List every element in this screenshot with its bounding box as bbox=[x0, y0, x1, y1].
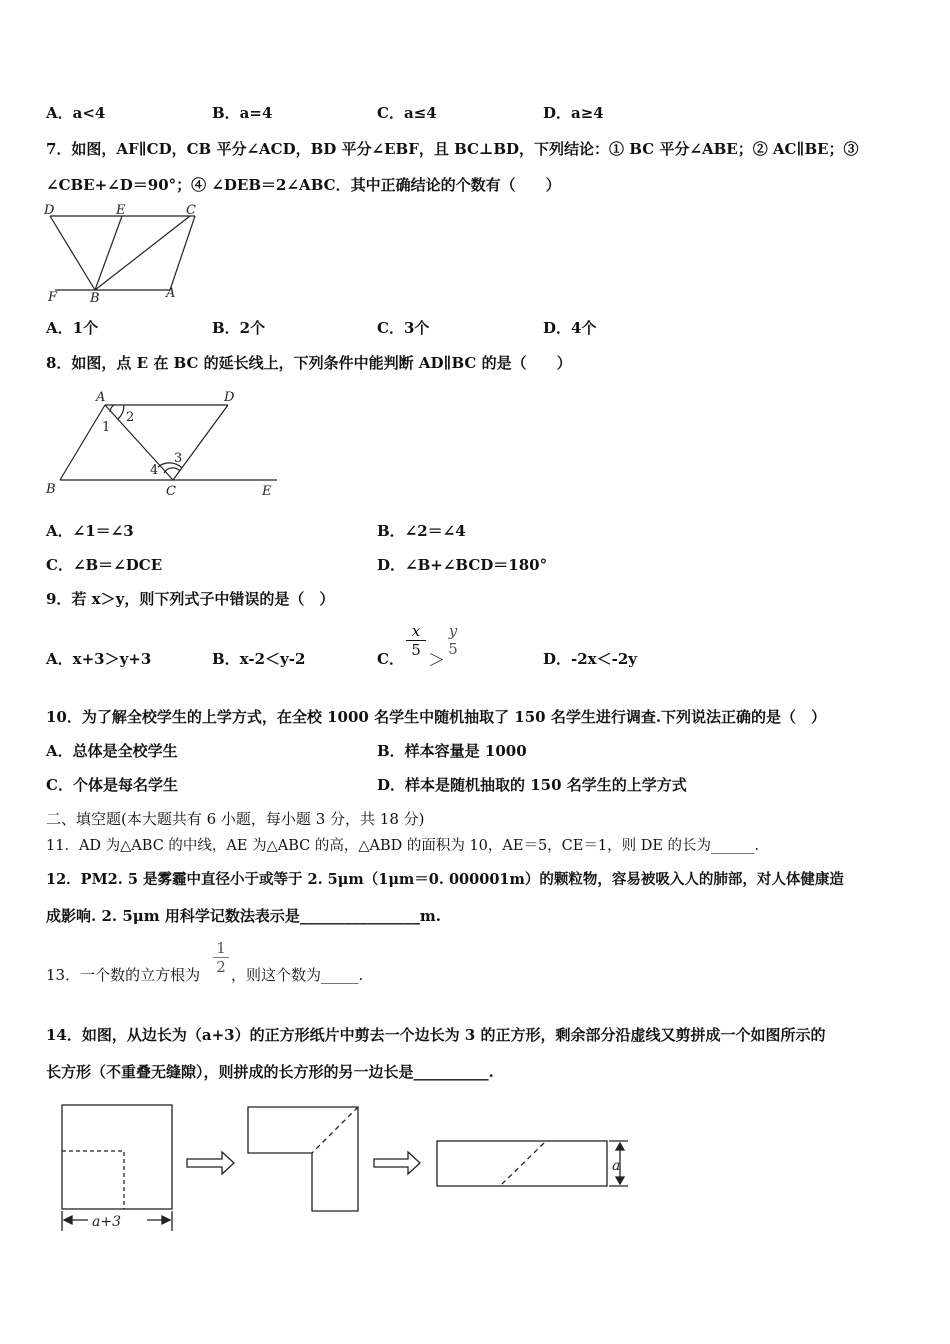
q6-option-d: D．a≥4 bbox=[543, 104, 604, 122]
q14-label-height: a bbox=[612, 1158, 621, 1174]
q8-angle-2: 2 bbox=[126, 410, 135, 425]
q7-label-b: B bbox=[90, 291, 100, 305]
q7-label-d: D bbox=[44, 203, 55, 218]
q9-frac2-num: y bbox=[448, 622, 458, 640]
q13-stem-before: 13．一个数的立方根为 bbox=[46, 966, 201, 984]
q8-label-b: B bbox=[46, 482, 56, 497]
q8-label-d: D bbox=[224, 390, 235, 405]
q12-stem-line1: 12．PM2. 5 是雾霾中直径小于或等于 2. 5μm（1μm＝0. 000001m）的颗粒物，容易被吸入人的肺部，对人体健康造 bbox=[46, 871, 844, 888]
q9-frac1-num: x bbox=[411, 622, 421, 640]
q10-stem: 10．为了解全校学生的上学方式，在全校 1000 名学生中随机抽取了 150 名学生进行调查.下列说法正确的是（ ） bbox=[46, 708, 827, 726]
q7-label-c: C bbox=[186, 203, 196, 218]
q8-option-c: C．∠B＝∠DCE bbox=[46, 556, 163, 574]
q14-figure bbox=[50, 1095, 650, 1245]
q8-label-e: E bbox=[262, 484, 272, 499]
q9-option-d: D．-2x＜-2y bbox=[543, 650, 637, 668]
q14-stem-line1: 14．如图，从边长为（a+3）的正方形纸片中剪去一个边长为 3 的正方形，剩余部分沿虚线又剪拼成一个如图所示的 bbox=[46, 1026, 826, 1044]
q9-frac1-den: 5 bbox=[411, 641, 421, 659]
q9-option-b: B．x-2＜y-2 bbox=[212, 650, 306, 668]
q8-angle-4: 4 bbox=[150, 463, 159, 478]
section-2-heading: 二、填空题(本大题共有 6 小题，每小题 3 分，共 18 分) bbox=[46, 810, 425, 828]
q8-label-c: C bbox=[166, 484, 176, 499]
q6-option-b: B．a=4 bbox=[212, 104, 273, 122]
q8-label-a: A bbox=[96, 390, 106, 405]
q7-label-a: A bbox=[166, 286, 176, 301]
q9-stem: 9．若 x＞y，则下列式子中错误的是（ ） bbox=[46, 590, 335, 608]
q6-option-a: A．a<4 bbox=[46, 104, 106, 122]
q7-figure bbox=[40, 200, 210, 305]
q9-fraction-y-over-5 bbox=[444, 622, 462, 658]
q10-option-a: A．总体是全校学生 bbox=[46, 742, 178, 760]
q8-angle-3: 3 bbox=[174, 451, 183, 466]
q14-stem-line2: 长方形（不重叠无缝隙），则拼成的长方形的另一边长是__________. bbox=[46, 1063, 494, 1081]
q7-stem-line1: 7．如图，AF∥CD，CB 平分∠ACD，BD 平分∠EBF，且 BC⊥BD，下列结论：① BC 平分∠ABE；② AC∥BE；③ bbox=[46, 140, 859, 158]
q13-frac-den: 2 bbox=[216, 958, 226, 976]
q9-option-a: A．x+3＞y+3 bbox=[46, 650, 152, 668]
q9-fraction-x-over-5 bbox=[406, 622, 426, 659]
q10-option-c: C．个体是每名学生 bbox=[46, 776, 178, 794]
q8-option-b: B．∠2＝∠4 bbox=[377, 522, 466, 540]
q7-option-d: D．4个 bbox=[543, 319, 597, 337]
q12-stem-line2: 成影响. 2. 5μm 用科学记数法表示是________________m. bbox=[46, 907, 441, 925]
q7-option-b: B．2个 bbox=[212, 319, 266, 337]
q13-stem-after: ，则这个数为_____. bbox=[231, 966, 364, 984]
q7-option-a: A．1个 bbox=[46, 319, 99, 337]
q9-option-c-relation: ＞ bbox=[428, 651, 445, 671]
q13-fraction-one-half bbox=[213, 939, 229, 976]
q10-option-b: B．样本容量是 1000 bbox=[377, 742, 527, 760]
q9-frac2-den: 5 bbox=[448, 640, 458, 658]
q8-figure bbox=[40, 385, 285, 500]
q8-stem: 8．如图，点 E 在 BC 的延长线上，下列条件中能判断 AD∥BC 的是（ ） bbox=[46, 354, 572, 372]
q11-stem: 11．AD 为△ABC 的中线，AE 为△ABC 的高，△ABD 的面积为 10，AE＝5，CE＝1，则 DE 的长为______. bbox=[46, 838, 760, 854]
q8-angle-1: 1 bbox=[102, 420, 111, 435]
q8-option-a: A．∠1＝∠3 bbox=[46, 522, 134, 540]
q9-option-c-label: C． bbox=[377, 650, 404, 668]
q8-option-d: D．∠B+∠BCD＝180° bbox=[377, 556, 548, 574]
q7-label-f: F bbox=[48, 290, 58, 305]
q7-stem-line2: ∠CBE+∠D＝90°；④ ∠DEB＝2∠ABC．其中正确结论的个数有（ ） bbox=[46, 176, 561, 194]
q14-label-side: a+3 bbox=[92, 1214, 121, 1230]
q7-label-e: E bbox=[116, 203, 126, 218]
q13-frac-num: 1 bbox=[216, 939, 226, 957]
q7-option-c: C．3个 bbox=[377, 319, 430, 337]
q6-option-c: C．a≤4 bbox=[377, 104, 437, 122]
q10-option-d: D．样本是随机抽取的 150 名学生的上学方式 bbox=[377, 776, 687, 794]
